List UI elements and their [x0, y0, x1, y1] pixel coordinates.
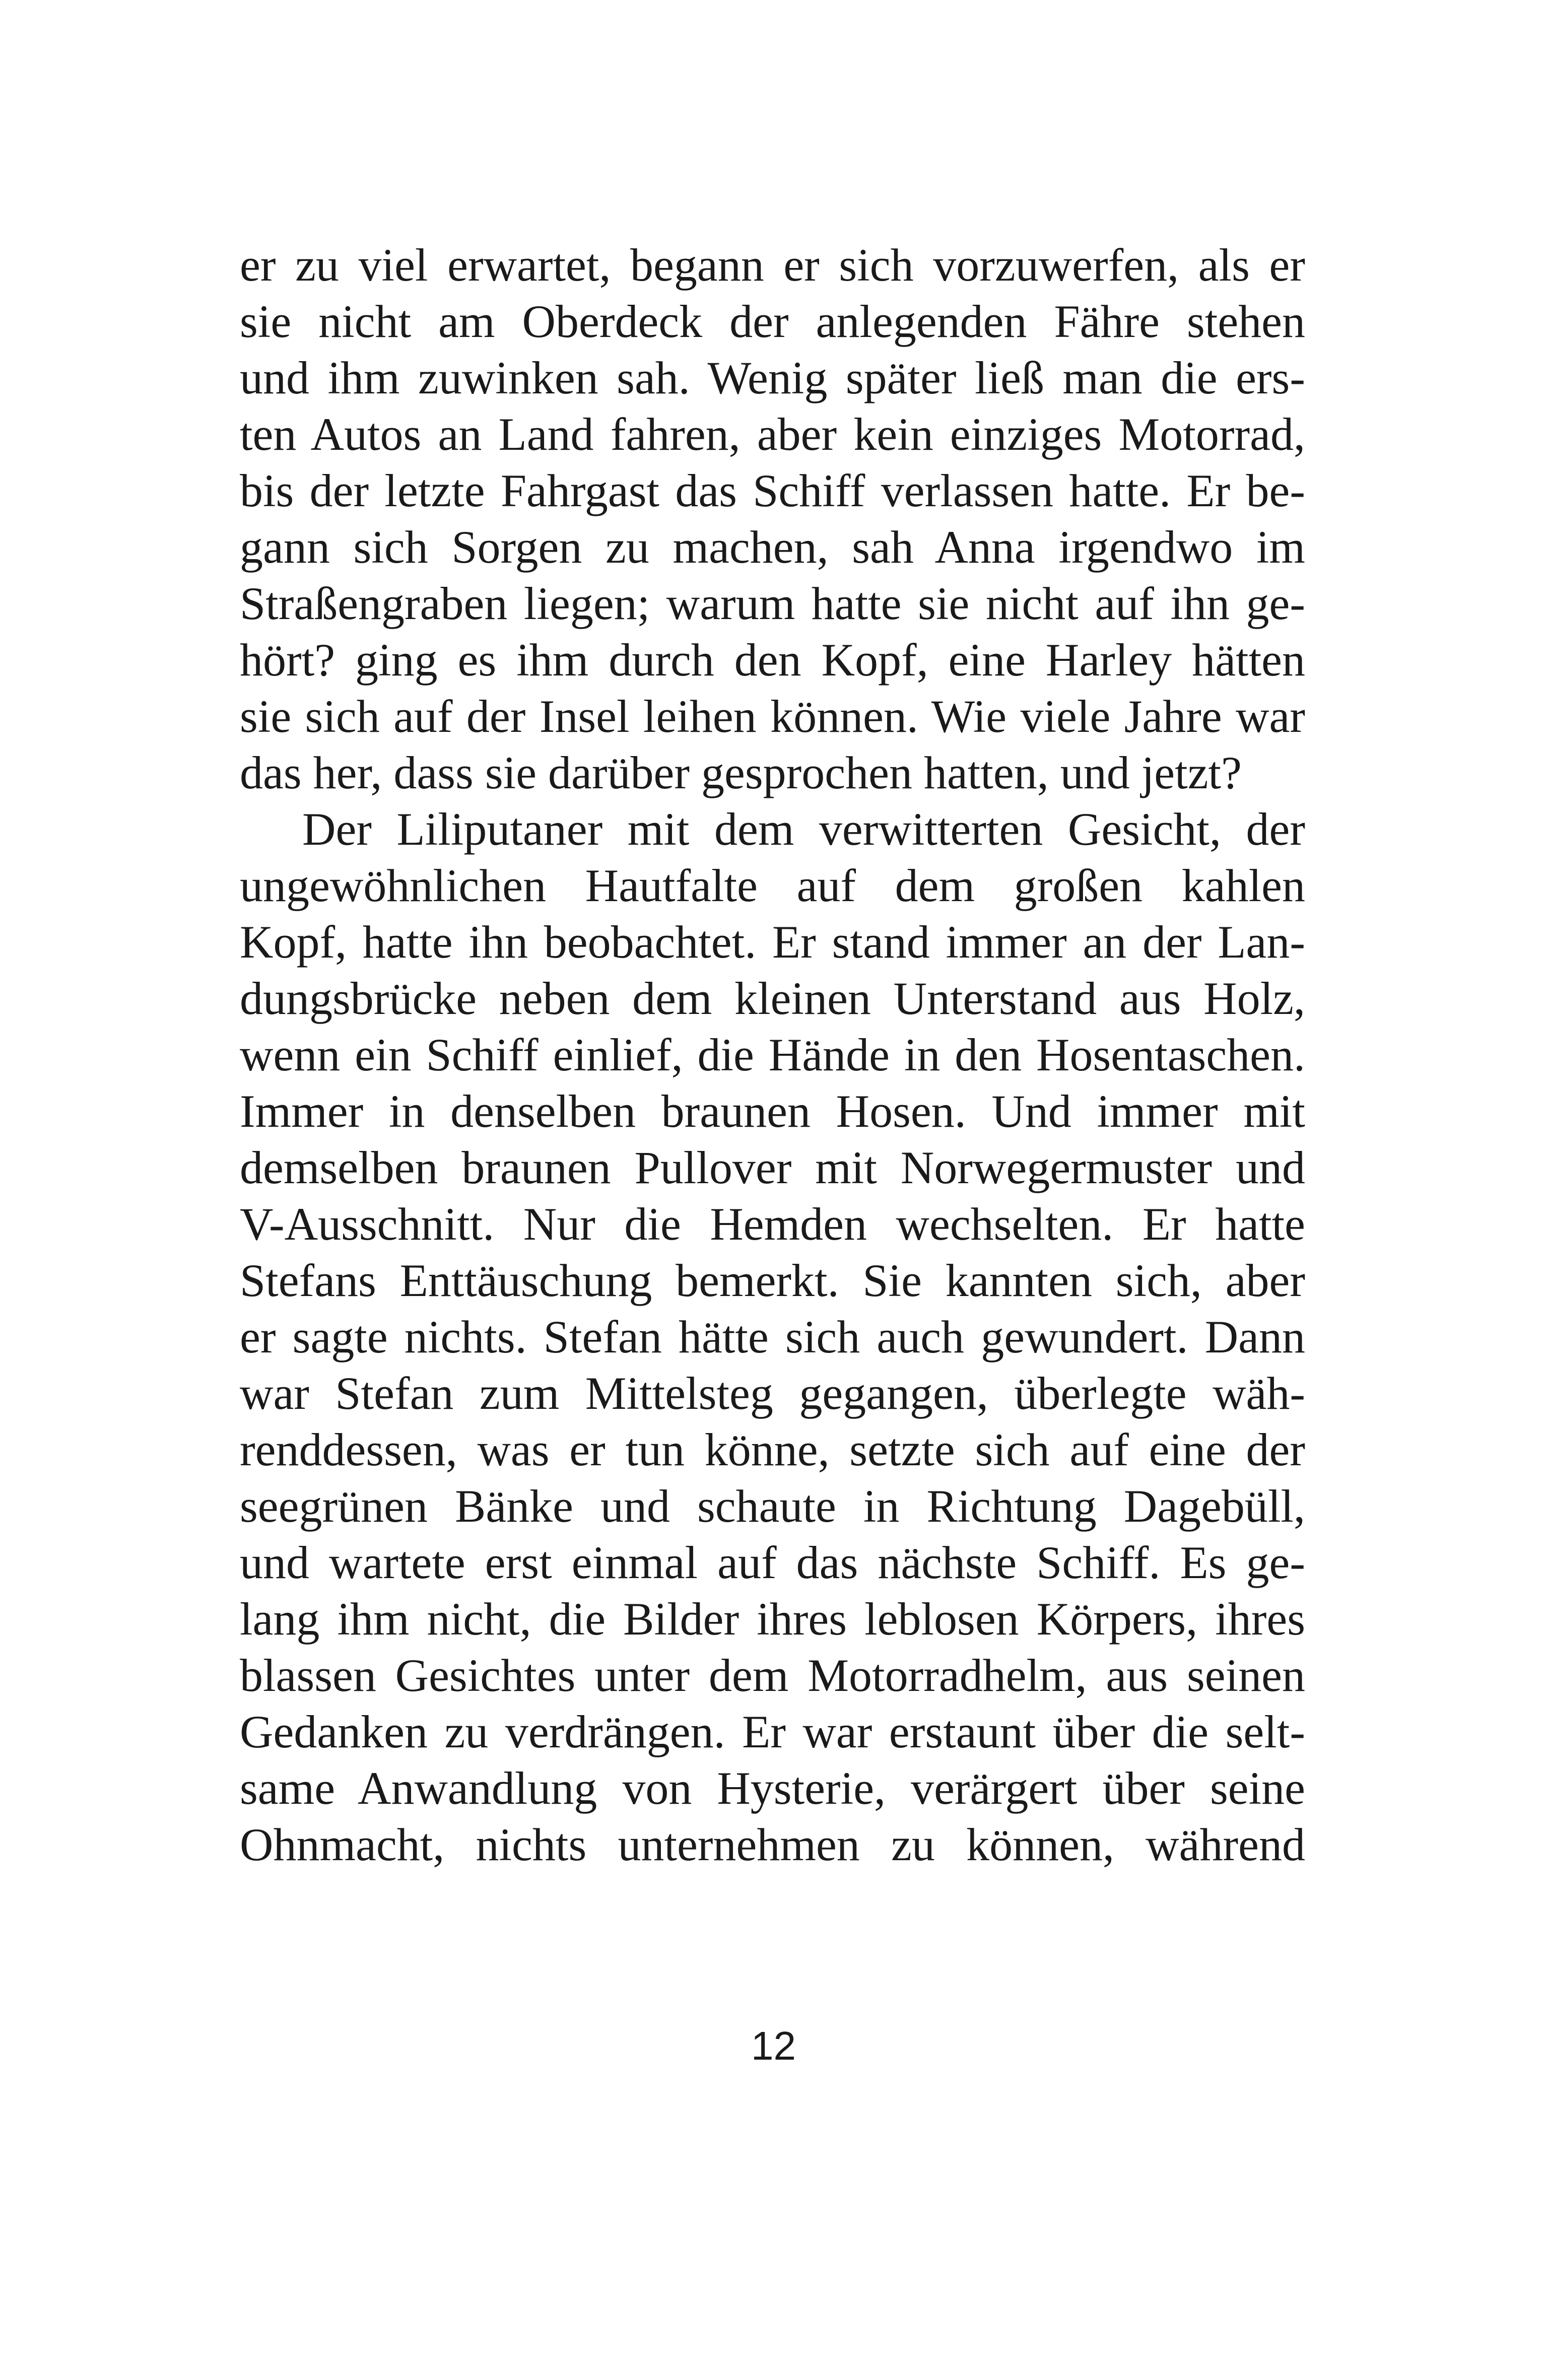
page-number: 12 [751, 2023, 796, 2068]
text-line: Ohnmacht, nichts unternehmen zu können, während [240, 1819, 1305, 1870]
text-line: ten Autos an Land fahren, aber kein einziges Motorrad, [240, 409, 1305, 460]
paragraph-start-line: Der Liliputaner mit dem verwitterten Gesicht, der [302, 803, 1305, 855]
text-line: hört? ging es ihm durch den Kopf, eine Harley hätten [240, 634, 1305, 686]
text-line: renddessen, was er tun könne, setzte sich auf eine der [240, 1424, 1305, 1475]
text-line: dungsbrücke neben dem kleinen Unterstand aus Holz, [240, 973, 1305, 1024]
text-line: blassen Gesichtes unter dem Motorradhelm, aus seinen [240, 1650, 1305, 1701]
text-line: seegrünen Bänke und schaute in Richtung Dagebüll, [240, 1480, 1305, 1532]
text-line: und wartete erst einmal auf das nächste Schiff. Es ge- [240, 1537, 1305, 1588]
text-line: sie nicht am Oberdeck der anlegenden Fähre stehen [240, 296, 1305, 347]
text-line: und ihm zuwinken sah. Wenig später ließ man die ers- [240, 352, 1305, 403]
text-line: gann sich Sorgen zu machen, sah Anna irgendwo im [240, 521, 1305, 573]
paragraph-end-line: das her, dass sie darüber gesprochen hatten, und jetzt? [240, 747, 1242, 798]
text-line: er sagte nichts. Stefan hätte sich auch gewundert. Dann [240, 1311, 1305, 1363]
text-line: bis der letzte Fahrgast das Schiff verlassen hatte. Er be- [240, 465, 1305, 516]
text-line: Kopf, hatte ihn beobachtet. Er stand immer an der Lan- [240, 916, 1305, 968]
text-line: demselben braunen Pullover mit Norwegermuster und [240, 1142, 1305, 1193]
text-line: sie sich auf der Insel leihen können. Wie viele Jahre war [240, 691, 1305, 742]
text-line: V-Ausschnitt. Nur die Hemden wechselten. Er hatte [240, 1198, 1305, 1250]
text-line: er zu viel erwartet, begann er sich vorzuwerfen, als er [240, 239, 1305, 291]
text-line: lang ihm nicht, die Bilder ihres leblosen Körpers, ihres [240, 1593, 1305, 1645]
text-line: same Anwandlung von Hysterie, verärgert über seine [240, 1762, 1305, 1814]
text-line: war Stefan zum Mittelsteg gegangen, überlegte wäh- [240, 1368, 1305, 1419]
text-line: Stefans Enttäuschung bemerkt. Sie kannten sich, aber [240, 1255, 1305, 1306]
text-line: wenn ein Schiff einlief, die Hände in den Hosentaschen. [240, 1029, 1305, 1080]
text-line: Immer in denselben braunen Hosen. Und immer mit [240, 1085, 1305, 1137]
text-line: ungewöhnlichen Hautfalte auf dem großen kahlen [240, 860, 1305, 911]
text-line: Gedanken zu verdrängen. Er war erstaunt über die selt- [240, 1706, 1305, 1757]
text-line: Straßengraben liegen; warum hatte sie nicht auf ihn ge- [240, 578, 1305, 629]
